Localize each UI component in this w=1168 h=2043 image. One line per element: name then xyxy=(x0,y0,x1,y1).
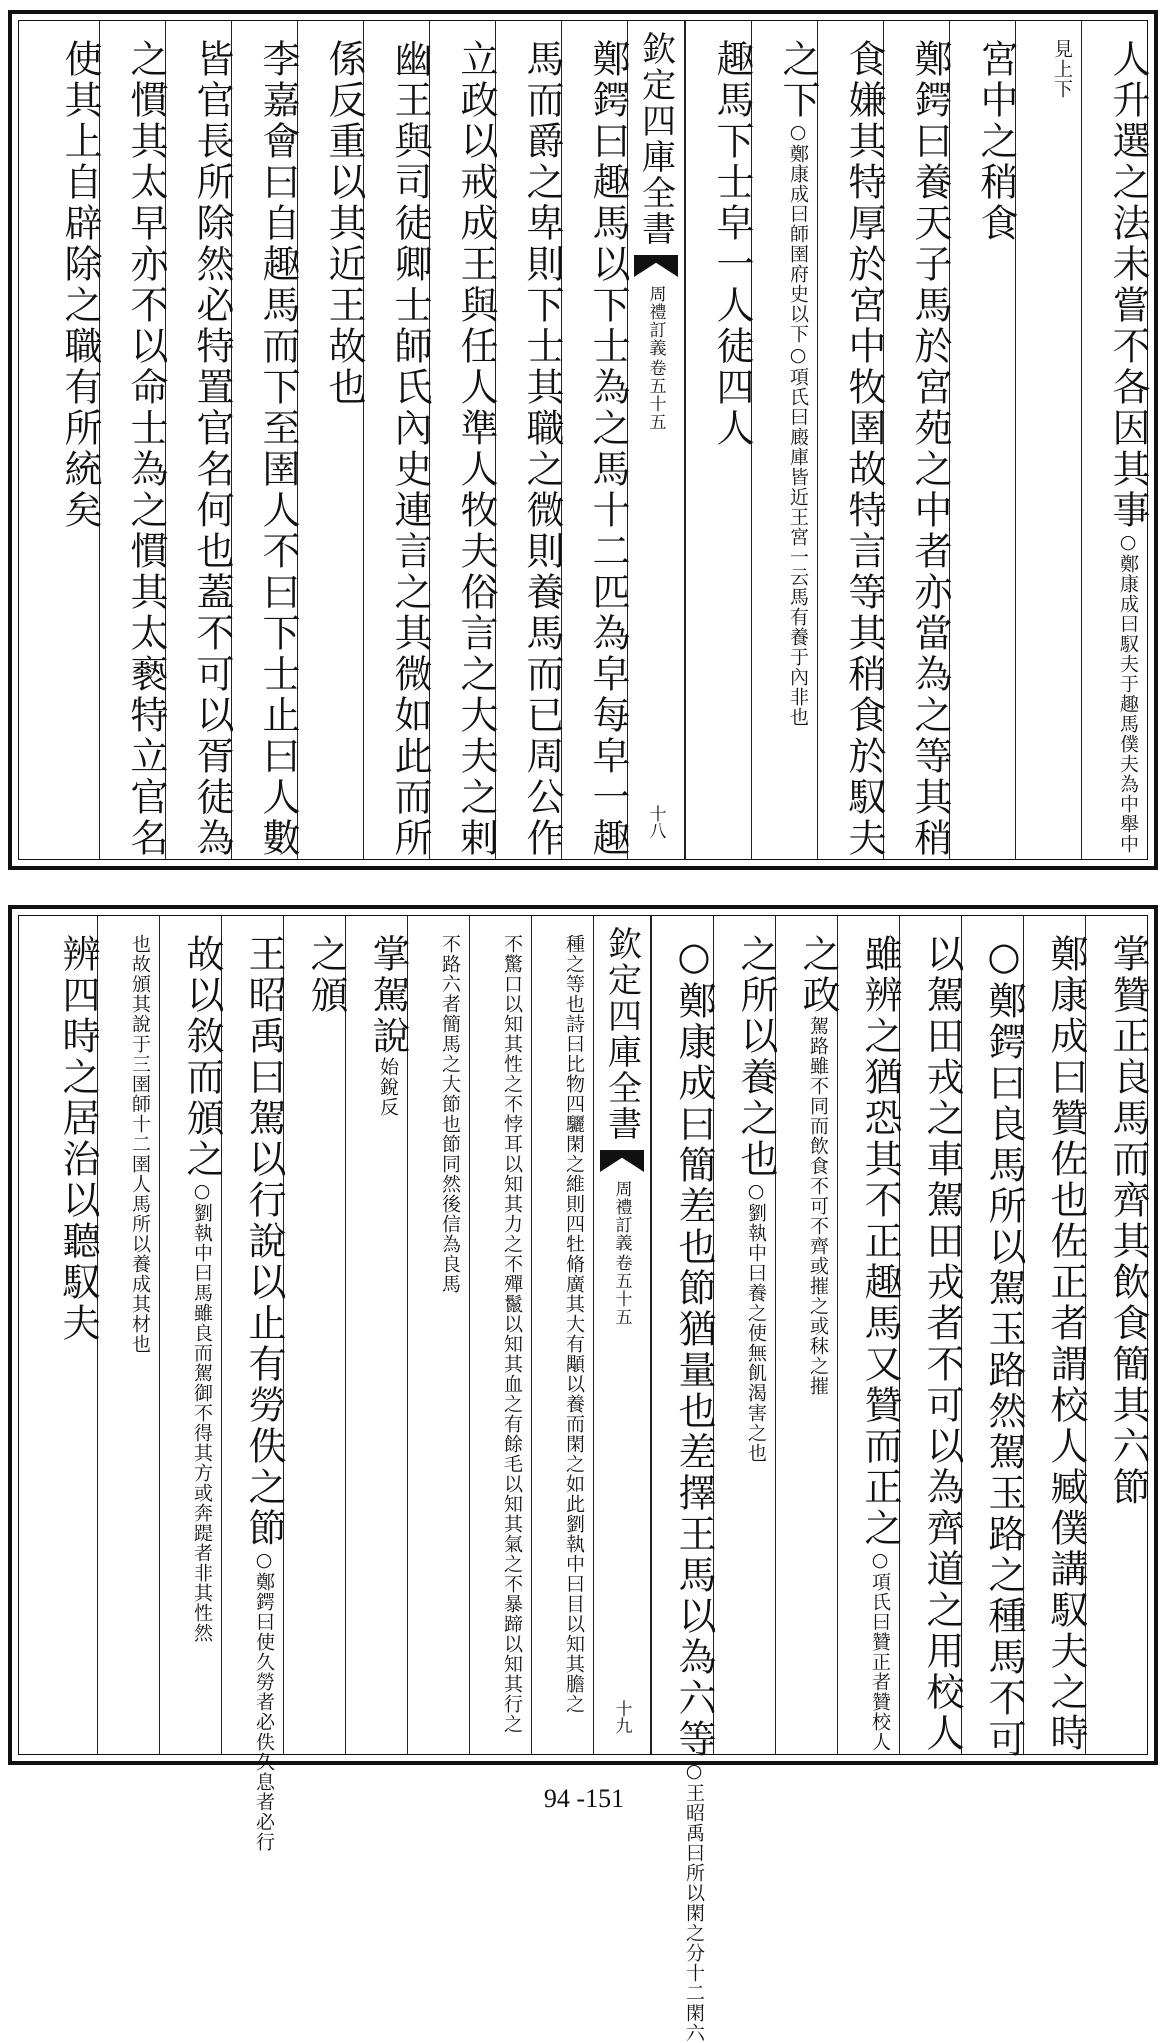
commentary-note: 見上下 xyxy=(1051,39,1073,99)
column-text: 使其上自辟除之職有所統矣 xyxy=(58,39,102,531)
commentary-note: ○鄭康成曰馭夫于趣馬僕夫為中舉中 xyxy=(1117,531,1139,854)
text-column xyxy=(531,916,593,1754)
text-column xyxy=(97,916,159,1754)
commentary-note: ○鄭康成曰師圉府史以下○項氏曰廄庫皆近王宮一云馬有養于內非也 xyxy=(787,121,809,727)
center-fold-header xyxy=(593,916,651,1754)
text-column xyxy=(1081,21,1150,859)
text-column xyxy=(159,916,224,1754)
column-text: 係反重以其近王故也 xyxy=(322,39,366,408)
text-column xyxy=(713,916,778,1754)
column-text: ○鄭鍔曰良馬所以駕玉路然駕玉路之種馬不可 xyxy=(982,934,1026,1760)
commentary-note: 駕路雖不同而飲食不可不齊或摧之或秣之摧 xyxy=(807,1016,829,1396)
commentary-note: ○劉執中曰馬雖良而駕御不得其方或奔踶者非其性然 xyxy=(191,1180,213,1643)
text-column xyxy=(1085,916,1150,1754)
column-text: 幽王與司徒卿士師氏內史連言之其微如此而所 xyxy=(388,39,432,859)
volume-label: 卷五十五 xyxy=(645,359,666,431)
text-column xyxy=(1023,916,1088,1754)
text-column xyxy=(165,21,234,859)
column-text: 宮中之稍食 xyxy=(974,39,1018,244)
column-text: 皆官長所除然必特置官名何也蓋不可以胥徒為 xyxy=(190,39,234,859)
column-text: 鄭康成曰贊佐也佐正者謂校人臧僕講馭夫之時 xyxy=(1044,934,1088,1754)
fishtail-mark-icon xyxy=(600,1150,644,1172)
column-text: 鄭鍔曰養天子馬於宮苑之中者亦當為之等其稍 xyxy=(908,39,952,859)
leaf-number: 十八 xyxy=(645,805,666,839)
text-column xyxy=(297,21,366,859)
commentary-note: 不驚口以知其性之不悖耳以知其力之不殫鬣以知其血之有餘毛以知其氣之不暴蹄以知其行之 xyxy=(501,934,523,1734)
column-text: 李嘉會曰自趣馬而下至圉人不曰下士止曰人數 xyxy=(256,39,300,859)
text-column xyxy=(837,916,902,1754)
commentary-note: 也故頒其說于三圉師十二圉人馬所以養成其材也 xyxy=(129,934,151,1354)
text-column xyxy=(469,916,531,1754)
commentary-note: ○劉執中曰養之使無飢渴害之也 xyxy=(745,1180,767,1463)
column-text: 立政以戒成王與任人準人牧夫俗言之大夫之剌 xyxy=(454,39,498,859)
book-volume-label xyxy=(644,285,669,431)
commentary-note: 種之等也詩曰比物四驪閑之維則四牡脩廣其大有顒以養而閑之如此劉執中曰目以知其膽之 xyxy=(563,934,585,1714)
text-column xyxy=(99,21,168,859)
text-column xyxy=(283,916,348,1754)
text-column xyxy=(751,21,820,859)
book-title: 周禮訂義 xyxy=(645,285,666,357)
column-text: 鄭鍔曰趣馬以下士為之馬十二匹為皁每皁一趣 xyxy=(586,39,630,859)
column-text: 辨四時之居治以聽馭夫 xyxy=(56,934,100,1344)
text-column xyxy=(231,21,300,859)
text-column xyxy=(429,21,498,859)
column-text: 以駕田戎之車駕田戎者不可以為齊道之用校人 xyxy=(920,934,964,1754)
column-text: 之政 xyxy=(796,934,840,1016)
text-column xyxy=(817,21,886,859)
text-column xyxy=(883,21,952,859)
column-text: ○鄭康成曰簡差也節猶量也差擇王馬以為六等 xyxy=(672,934,716,1760)
commentary-note: 不路六者簡馬之大節也節同然後信為良馬 xyxy=(439,934,461,1294)
text-column xyxy=(949,21,1018,859)
column-text: 食嫌其特厚於宮中牧圉故特言等其稍食於馭夫 xyxy=(842,39,886,859)
text-column xyxy=(561,21,630,859)
column-text: 之頒 xyxy=(304,934,348,1016)
top-page-columns xyxy=(18,20,1148,860)
commentary-note: 始銳反 xyxy=(377,1057,399,1117)
column-text: 人升選之法未嘗不各因其事 xyxy=(1106,39,1150,531)
column-text: 掌駕說 xyxy=(366,934,410,1057)
center-fold-header xyxy=(627,21,685,859)
text-column xyxy=(345,916,410,1754)
text-column xyxy=(495,21,564,859)
text-column xyxy=(899,916,964,1754)
column-text: 之慣其太早亦不以命士為之慣其太褻特立官名 xyxy=(124,39,168,859)
text-column xyxy=(33,21,102,859)
text-column xyxy=(685,21,754,859)
text-column xyxy=(221,916,286,1852)
book-title: 周禮訂義 xyxy=(611,1180,632,1252)
leaf-number: 十九 xyxy=(611,1700,632,1734)
text-column xyxy=(961,916,1026,1760)
column-text: 趣馬下士皁一人徒四人 xyxy=(710,39,754,449)
commentary-note: ○王昭禹曰所以閑之分十二閑六 xyxy=(683,1760,705,2043)
text-column xyxy=(35,916,100,1754)
collection-title: 欽定四庫全書 xyxy=(601,926,642,1142)
text-column xyxy=(775,916,840,1754)
column-text: 掌贊正良馬而齊其飲食簡其六節 xyxy=(1106,934,1150,1508)
column-text: 馬而爵之卑則下士其職之微則養馬而已周公作 xyxy=(520,39,564,859)
volume-label: 卷五十五 xyxy=(611,1254,632,1326)
column-text: 故以敘而頒之 xyxy=(180,934,224,1180)
fishtail-mark-icon xyxy=(634,255,678,277)
text-column xyxy=(363,21,432,859)
column-text: 之下 xyxy=(776,39,820,121)
column-text: 雖辨之猶恐其不正趣馬又贊而正之 xyxy=(858,934,902,1549)
column-text: 之所以養之也 xyxy=(734,934,778,1180)
column-text: 王昭禹曰駕以行說以止有勞佚之節 xyxy=(242,934,286,1549)
commentary-note: ○鄭鍔曰使久勞者必佚久息者必行 xyxy=(253,1549,275,1852)
text-column xyxy=(1015,21,1081,859)
collection-title: 欽定四庫全書 xyxy=(635,31,676,247)
top-page xyxy=(8,10,1158,870)
book-volume-label xyxy=(610,1180,635,1326)
commentary-note: ○項氏曰贊正者贊校人 xyxy=(869,1549,891,1752)
text-column xyxy=(651,916,716,2043)
text-column xyxy=(407,916,469,1754)
page-number: 94 -151 xyxy=(543,1784,625,1813)
